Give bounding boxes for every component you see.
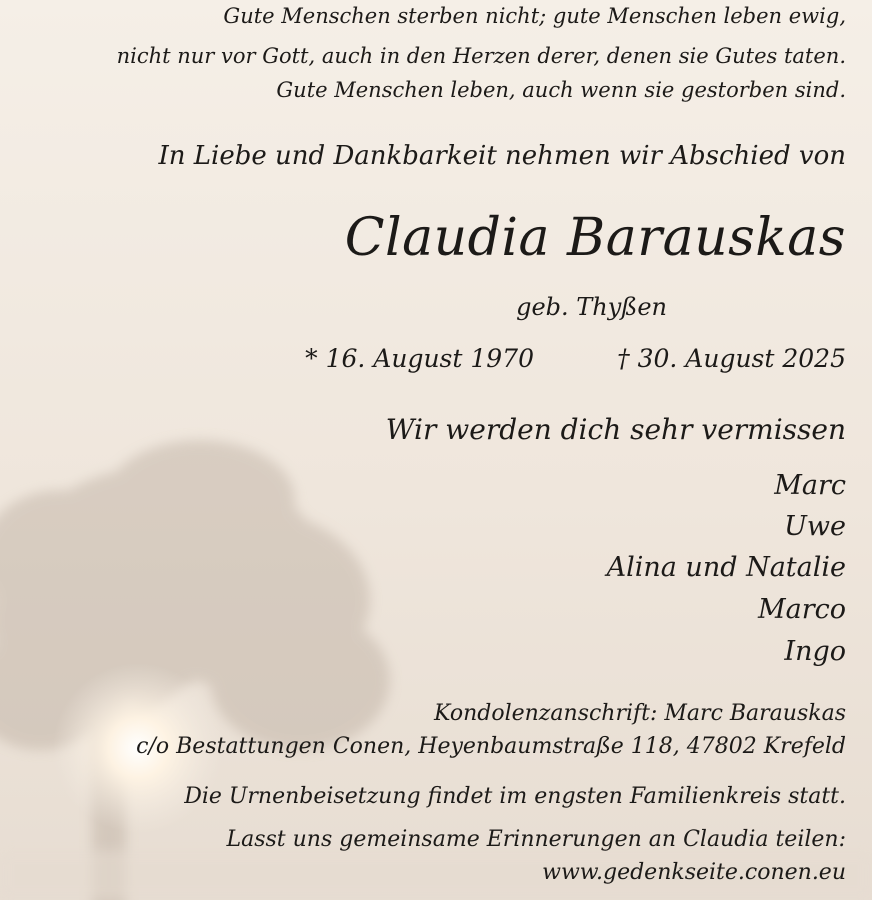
birth-date: * 16. August 1970 xyxy=(305,344,534,373)
family-member: Uwe xyxy=(784,511,846,542)
family-member: Marc xyxy=(774,470,846,501)
family-member: Alina und Natalie xyxy=(606,552,846,583)
deceased-name: Claudia Barauskas xyxy=(344,208,846,268)
memorial-url: www.gedenkseite.conen.eu xyxy=(542,860,846,885)
burial-note: Die Urnenbeisetzung findet im engsten Familienkreis statt. xyxy=(184,784,846,809)
family-member: Ingo xyxy=(784,636,846,667)
condolence-address-line-2: c/o Bestattungen Conen, Heyenbaumstraße 118, 47802 Krefeld xyxy=(136,734,846,759)
death-date: † 30. August 2025 xyxy=(617,344,846,373)
birth-name: geb. Thyßen xyxy=(516,293,667,321)
family-member: Marco xyxy=(757,594,846,625)
memorial-invitation: Lasst uns gemeinsame Erinnerungen an Claudia teilen: xyxy=(226,827,846,852)
intro-text: In Liebe und Dankbarkeit nehmen wir Abschied von xyxy=(158,141,846,171)
quote-line-2: nicht nur vor Gott, auch in den Herzen derer, denen sie Gutes taten. xyxy=(116,44,846,68)
condolence-address-line-1: Kondolenzanschrift: Marc Barauskas xyxy=(434,701,846,726)
farewell-message: Wir werden dich sehr vermissen xyxy=(385,413,846,446)
quote-line-1: Gute Menschen sterben nicht; gute Menschen leben ewig, xyxy=(223,4,846,28)
quote-line-3: Gute Menschen leben, auch wenn sie gestorben sind. xyxy=(276,78,846,102)
